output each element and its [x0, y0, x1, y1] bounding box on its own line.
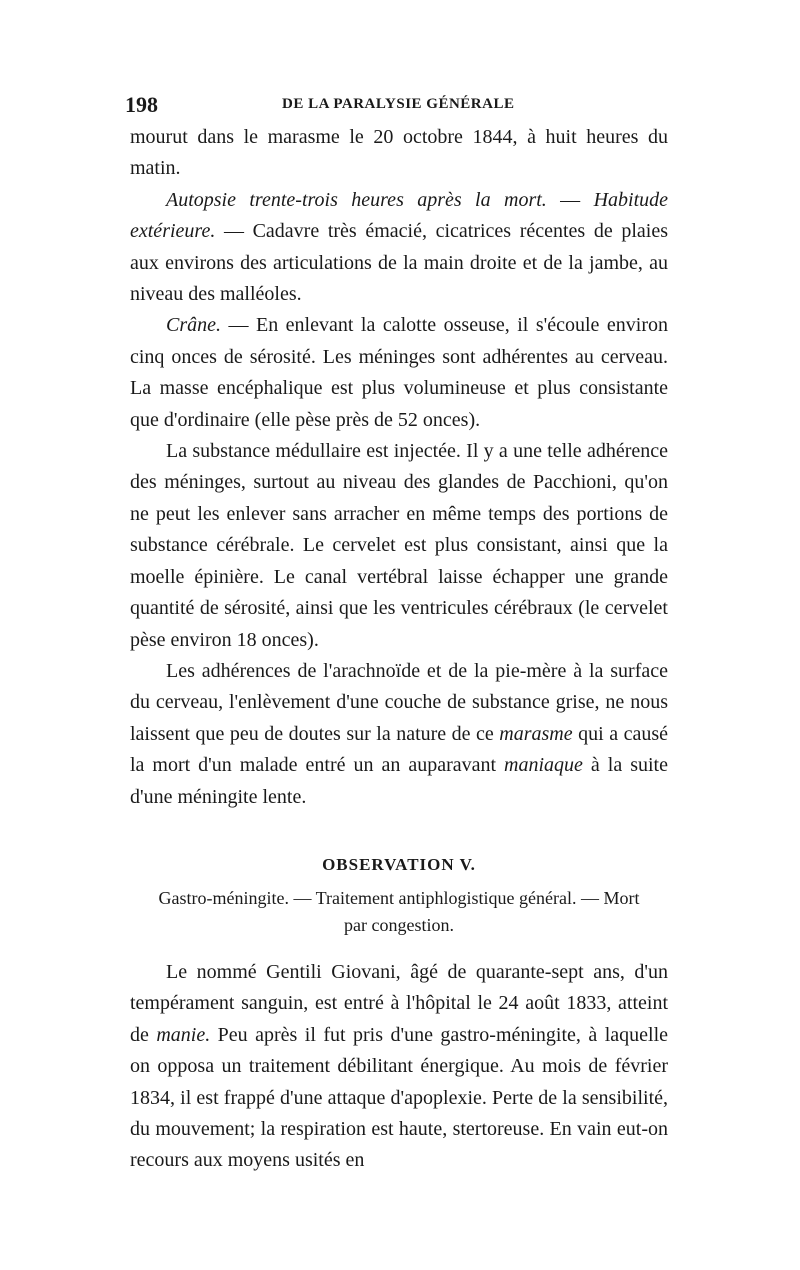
autopsie-separator: — [546, 188, 594, 211]
observation-subtitle-line2: par congestion. [344, 914, 454, 935]
paragraph-crane [130, 310, 668, 436]
habitude-text: — Cadavre très émacié, cicatrices récentes de plaies aux environs des articulations de la main droite et de la jambe, au niveau des malléoles. [130, 220, 668, 306]
autopsie-heading: Autopsie trente-trois heures après la mort. [166, 188, 547, 211]
running-title: DE LA PARALYSIE GÉNÉRALE [282, 96, 515, 112]
book-page [125, 92, 669, 1177]
habitude-heading: Habitude extérieure. [130, 188, 669, 243]
gentili-text-a: Le nommé Gentili Giovani, âgé de quarante-sept ans, d'un tempérament sanguin, est entré à l'hôpital le 24 août 1833, atteint de [130, 960, 668, 1046]
paragraph-adherences [130, 656, 668, 813]
adherences-text-c: à la suite d'une méningite lente. [130, 754, 668, 808]
paragraph-gentili [130, 957, 668, 1177]
crane-heading: Crâne. [166, 314, 221, 337]
paragraph-autopsie [130, 185, 668, 311]
paragraph-substance: La substance médullaire est injectée. Il y a une telle adhérence des méninges, surtout au niveau des glandes de Pacchioni, qu'on ne peut les enlever sans arracher en même temps des portions de substance cérébrale. Le cervelet est plus consistant, ainsi que la moelle épinière. Le canal vertébral laisse échapper une grande quantité de sérosité, ainsi que les ventricules cérébraux (le cervelet pèse environ 18 onces). [130, 440, 668, 651]
observation-subtitle-line1: Gastro-méningite. — Traitement antiphlogistique général. — Mort [158, 887, 640, 908]
marasme-term: marasme [499, 722, 573, 745]
paragraph-continuation: mourut dans le marasme le 20 octobre 1844, à huit heures du matin. [130, 126, 668, 180]
gentili-text-b: Peu après il fut pris d'une gastro-méningite, à laquelle on opposa un traitement débilitant énergique. Au mois de février 1834, il est frappé d'une attaque d'apoplexie. Perte de la sensibilité, du mouvement; la respiration est haute, stertoreuse. En vain eut-on recours aux moyens usités en [130, 1023, 669, 1172]
adherences-text-b: qui a causé la mort d'un malade entré un an auparavant [130, 722, 668, 777]
maniaque-term: maniaque [504, 754, 583, 777]
crane-text: — En enlevant la calotte osseuse, il s'écoule environ cinq onces de sérosité. Les méninges sont adhérentes au cerveau. La masse encéphalique est plus volumineuse et plus consistante que d'ordinaire (elle pèse près de 52 onces). [130, 314, 668, 431]
adherences-text-a: Les adhérences de l'arachnoïde et de la pie-mère à la surface du cerveau, l'enlèvement d'une couche de substance grise, ne nous laissent que peu de doutes sur la nature de ce [130, 659, 668, 745]
manie-term: manie. [156, 1023, 211, 1046]
running-head [125, 92, 668, 122]
observation-heading: OBSERVATION V. [322, 854, 476, 874]
page-number: 198 [125, 92, 158, 117]
observation-subtitle [130, 885, 668, 939]
